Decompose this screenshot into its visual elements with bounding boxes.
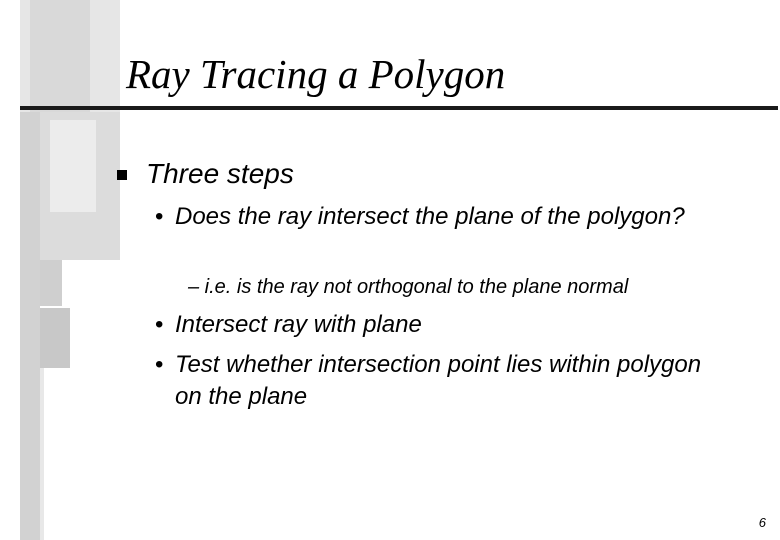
decor-block-top-inner — [30, 0, 90, 112]
sub-bullet-intersect-plane: Does the ray intersect the plane of the polygon? — [175, 203, 685, 230]
sub-sub-bullet-orthogonal: – i.e. is the ray not orthogonal to the plane normal — [188, 276, 629, 298]
decor-block-mid-light — [50, 120, 96, 212]
page-number: 6 — [758, 515, 766, 530]
bullet-dot-icon: • — [155, 351, 164, 378]
title-underline — [20, 106, 778, 110]
slide-title: Ray Tracing a Polygon — [126, 51, 506, 97]
sub-bullet-intersect-ray: Intersect ray with plane — [175, 311, 422, 338]
bullet-dot-icon: • — [155, 203, 164, 230]
decor-strip-left-shadow — [40, 368, 44, 540]
square-bullet-icon — [117, 170, 127, 180]
decor-block-lower — [36, 308, 70, 368]
sub-bullet-test-point: Test whether intersection point lies within polygon on the plane — [175, 351, 702, 410]
decor-strip-left — [20, 112, 40, 540]
bullet-dot-icon: • — [155, 311, 164, 338]
bullet-three-steps: Three steps — [146, 158, 294, 189]
